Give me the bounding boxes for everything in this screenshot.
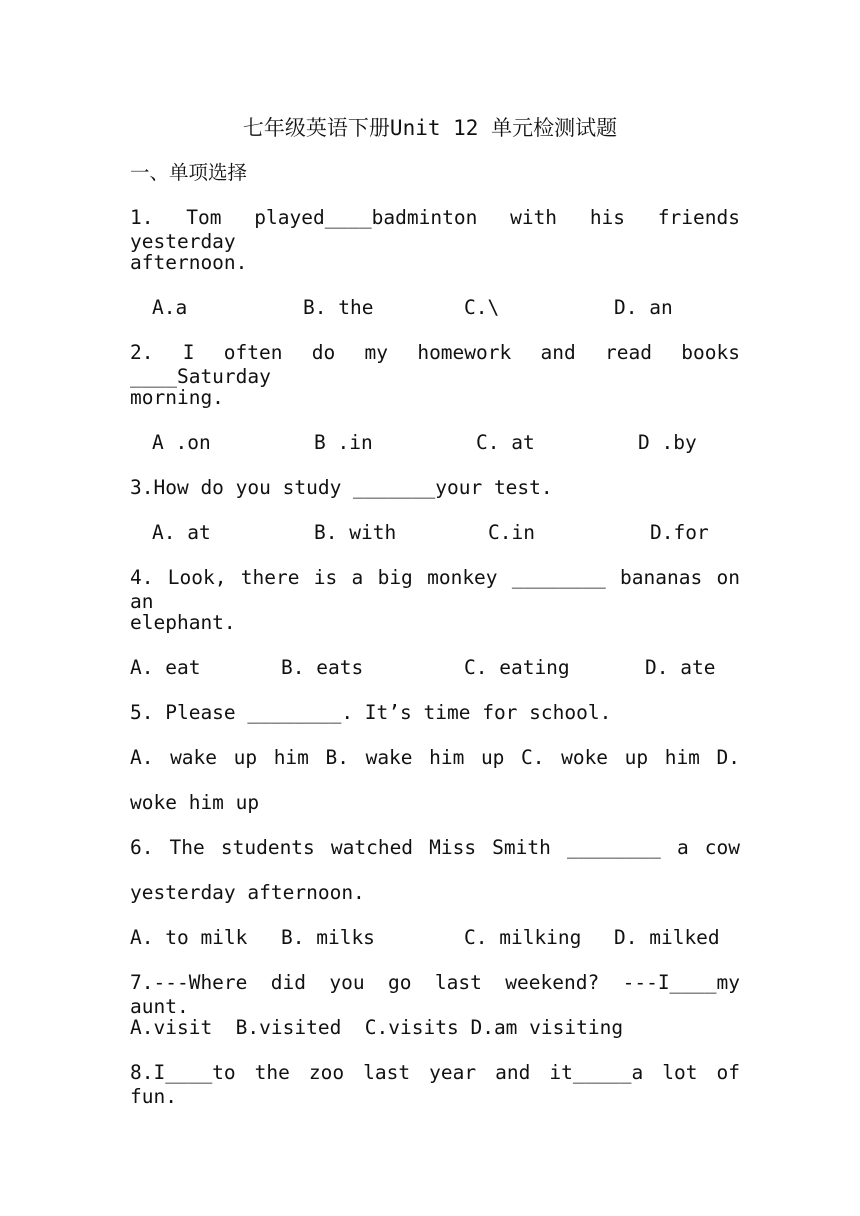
question-6-options [130, 926, 750, 950]
question-3-text: 3.How do you study _______your test. [130, 476, 553, 499]
option-a: A .on [152, 431, 211, 454]
question-7-text: 7.---Where did you go last weekend? ---I____my aunt. [130, 971, 740, 1018]
question-4-options [130, 656, 750, 680]
option-c: C. eating [464, 656, 570, 679]
question-1-text-cont: afternoon. [130, 251, 248, 274]
question-8-text: 8.I____to the zoo last year and it_____a lot of fun. [130, 1061, 740, 1108]
option-c: C.\ [464, 296, 500, 319]
option-b: B. eats [281, 656, 364, 679]
option-c: C.in [488, 521, 535, 544]
section-heading: 一、单项选择 [130, 161, 248, 184]
question-6-text-cont: yesterday afternoon. [130, 881, 365, 904]
option-d: D. an [614, 296, 673, 319]
page-title: 七年级英语下册Unit 12 单元检测试题 [242, 116, 618, 140]
option-b: B. the [303, 296, 374, 319]
question-2-text: 2. I often do my homework and read books ____Saturday [130, 341, 740, 388]
question-1-options [130, 296, 750, 320]
option-a: A. to milk [130, 926, 248, 949]
question-6-text: 6. The students watched Miss Smith ________ a cow [130, 836, 740, 859]
option-a: A.a [152, 296, 188, 319]
option-b: B .in [314, 431, 373, 454]
option-d: D .by [638, 431, 697, 454]
option-d: D.for [650, 521, 709, 544]
question-4-text-cont: elephant. [130, 611, 236, 634]
question-3-options [130, 521, 750, 545]
question-1-text: 1. Tom played____badminton with his friends yesterday [130, 206, 740, 253]
question-2-options [130, 431, 750, 455]
question-2-text-cont: morning. [130, 386, 224, 409]
option-a: A. eat [130, 656, 201, 679]
option-d: D. milked [614, 926, 720, 949]
question-5-options-cont: woke him up [130, 791, 260, 814]
option-c: C. milking [464, 926, 582, 949]
question-5-text: 5. Please ________. It’s time for school. [130, 701, 612, 724]
question-7-options: A.visit B.visited C.visits D.am visiting [130, 1016, 624, 1039]
option-a: A. at [152, 521, 211, 544]
question-5-options: A. wake up him B. wake him up C. woke up him D. [130, 746, 740, 769]
option-d: D. ate [645, 656, 716, 679]
question-4-text: 4. Look, there is a big monkey ________ bananas on an [130, 566, 740, 613]
option-b: B. with [314, 521, 397, 544]
option-b: B. milks [281, 926, 375, 949]
option-c: C. at [476, 431, 535, 454]
